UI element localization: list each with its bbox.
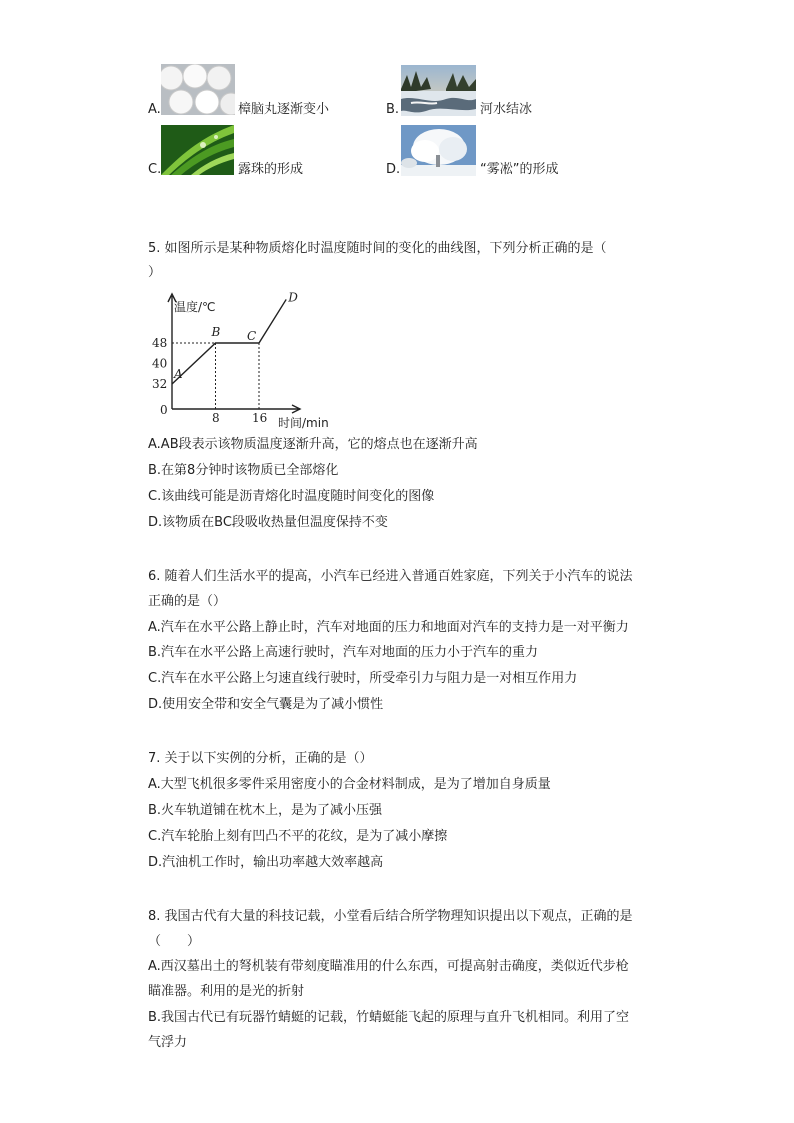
y-axis-label: 温度/℃ [174,300,216,314]
q5-option-a: A.AB段表示该物质温度逐渐升高，它的熔点也在逐渐升高 [148,437,478,452]
point-label-B: B [211,325,221,339]
q5-option-b: B.在第8分钟时该物质已全部熔化 [148,463,339,478]
option-c-text: 露珠的形成 [238,162,304,177]
q6-stem-line1: 6. 随着人们生活水平的提高，小汽车已经进入普通百姓家庭，下列关于小汽车的说法 [148,569,633,584]
rime-tree-image [401,125,476,176]
y-tick-40: 40 [152,356,168,371]
q5-stem-line1: 5. 如图所示是某种物质熔化时温度随时间的变化的曲线图，下列分析正确的是（ [148,241,607,256]
point-label-D: D [288,290,298,305]
q7-option-d: D.汽油机工作时，输出功率越大效率越高 [148,855,384,870]
option-b-letter: B. [386,102,400,117]
x-axis-label: 时间/min [278,416,329,430]
option-a-letter: A. [148,102,161,117]
option-d-letter: D. [386,162,401,177]
q7-stem: 7. 关于以下实例的分析，正确的是（） [148,751,373,766]
option-d-text: “雾凇”的形成 [480,162,559,177]
option-a-text: 樟脑丸逐渐变小 [238,102,330,117]
x-tick-16: 16 [252,411,268,425]
x-tick-8: 8 [212,411,220,425]
origin-label: 0 [160,403,168,417]
option-b-text: 河水结冰 [480,102,533,117]
q5-stem-line2: ） [148,265,162,280]
q5-option-d: D.该物质在BC段吸收热量但温度保持不变 [148,515,388,530]
option-c-letter: C. [148,162,162,177]
q7-option-c: C.汽车轮胎上刻有凹凸不平的花纹，是为了减小摩擦 [148,829,448,844]
mothballs-image [161,64,235,115]
melting-curve-chart [150,288,340,430]
dew-grass-image [161,125,234,175]
q8-option-a-line1: A.西汉墓出土的弩机装有带刻度瞄准用的什么东西，可提高射击确度，类似近代步枪 [148,959,629,974]
point-label-A: A [174,367,183,381]
q6-option-d: D.使用安全带和安全气囊是为了减小惯性 [148,697,384,712]
q6-option-c: C.汽车在水平公路上匀速直线行驶时，所受牵引力与阻力是一对相互作用力 [148,671,578,686]
q8-stem-line1: 8. 我国古代有大量的科技记载，小堂看后结合所学物理知识提出以下观点，正确的是 [148,909,633,924]
y-tick-32: 32 [152,377,168,391]
q6-option-b: B.汽车在水平公路上高速行驶时，汽车对地面的压力小于汽车的重力 [148,645,539,660]
point-label-C: C [247,329,257,343]
q5-option-c: C.该曲线可能是沥青熔化时温度随时间变化的图像 [148,489,435,504]
q6-stem-line2: 正确的是（） [148,594,227,609]
q6-option-a: A.汽车在水平公路上静止时，汽车对地面的压力和地面对汽车的支持力是一对平衡力 [148,620,629,635]
q8-option-b-line1: B.我国古代已有玩器竹蜻蜓的记载，竹蜻蜓能飞起的原理与直升飞机相同。利用了空 [148,1010,630,1025]
q7-option-b: B.火车轨道铺在枕木上，是为了减小压强 [148,803,383,818]
river-ice-image [401,65,476,116]
q7-option-a: A.大型飞机很多零件采用密度小的合金材料制成，是为了增加自身质量 [148,777,551,792]
y-tick-48: 48 [152,336,168,350]
q8-option-a-line2: 瞄准器。利用的是光的折射 [148,984,305,999]
q8-stem-line2: （ ） [148,934,201,949]
q8-option-b-line2: 气浮力 [148,1035,188,1050]
